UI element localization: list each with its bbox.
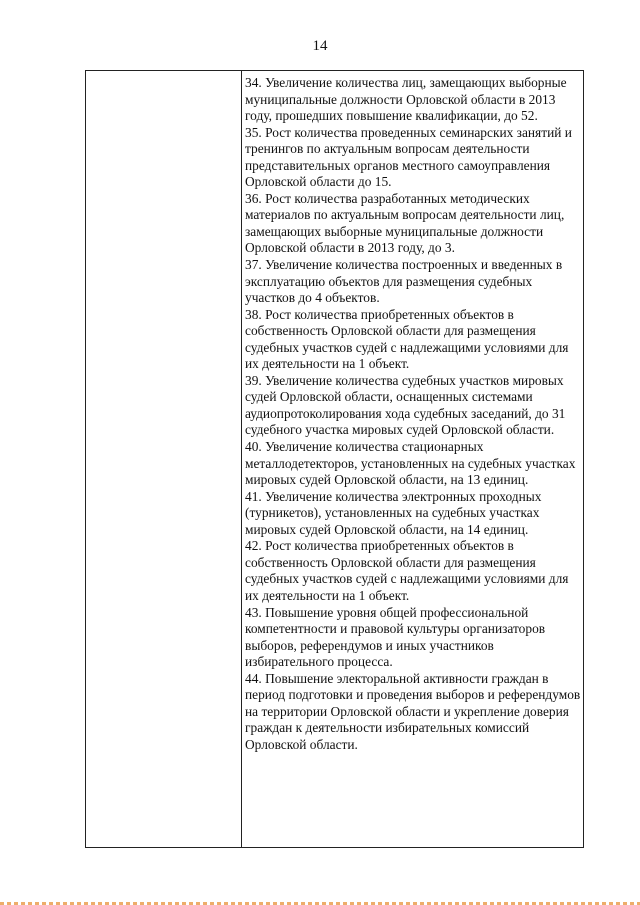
indicator-item-38: 38. Рост количества приобретенных объектов в собственность Орловской области для размещения судебных участков судей с надлежащими условиями для их деятельности на 1 объект. [245,306,569,372]
indicator-item-37: 37. Увеличение количества построенных и введенных в эксплуатацию объектов для размещения судебных участков до 4 объектов. [245,257,563,306]
indicator-item-40: 40. Увеличение количества стационарных металлодетекторов, установленных на судебных участках мировых судей Орловской области, на 13 единиц. [245,439,576,488]
indicator-item-42: 42. Рост количества приобретенных объектов в собственность Орловской области для размещения судебных участков судей с надлежащими условиями для их деятельности на 1 объект. [245,538,569,603]
indicator-item-34: 34. Увеличение количества лиц, замещающих выборные муниципальные должности Орловской области в 2013 году, прошедших повышение квалификации, до 52. [245,75,567,124]
indicators-table [85,70,584,848]
indicator-item-41: 41. Увеличение количества электронных проходных (турникетов), установленных на судебных участках мировых судей Орловской области, на 14 единиц. [245,488,542,537]
indicator-item-39: 39. Увеличение количества судебных участков мировых судей Орловской области, оснащенных системами аудиопротоколирования хода судебных заседаний, до 31 судебного участка мировых судей Орловской области. [245,372,566,438]
indicator-item-44: 44. Повышение электоральной активности граждан в период подготовки и проведения выборов и референдумов на территории Орловской области и укрепление доверия граждан к деятельности избирательных комиссий Орловской области. [245,670,581,752]
indicator-item-35: 35. Рост количества проведенных семинарских занятий и тренингов по актуальным вопросам деятельности представительных органов местного самоуправления Орловской области до 15. [245,124,572,190]
indicator-item-43: 43. Повышение уровня общей профессиональной компетентности и правовой культуры организаторов выборов, референдумов и иных участников избирательного процесса. [245,604,546,670]
page-number: 14 [312,38,328,54]
indicator-list [245,75,581,753]
column-divider [241,71,242,847]
indicator-item-36: 36. Рост количества разработанных методических материалов по актуальным вопросам деятельности лиц, замещающих выборные муниципальные должности Орловской области в 2013 году, до 3. [245,190,565,256]
